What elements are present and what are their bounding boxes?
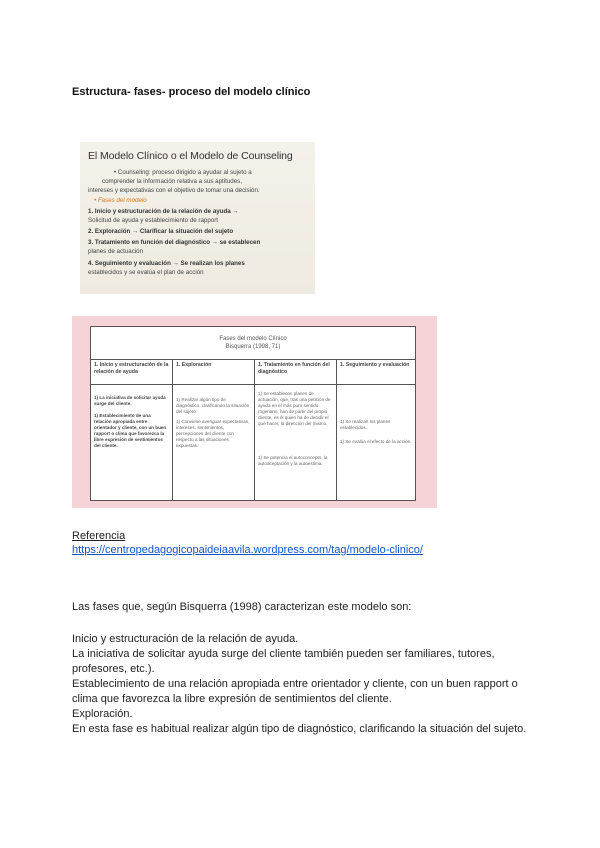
column-heading: 1. Exploración xyxy=(173,359,254,385)
body-paragraph: Establecimiento de una relación apropiada entre orientador y cliente, con un buen rapport o clima que favorezca la libre expresión de sentimientos del cliente. xyxy=(72,678,518,705)
reference-link[interactable]: https://centropedagogicopaideiaavila.wordpress.com/tag/modelo-clinico/ xyxy=(72,544,423,556)
table-cell: 1) Se evalúa el efecto de la acción. xyxy=(340,439,412,444)
slide-line: 2. Exploración → Clarificar la situación del sujeto xyxy=(88,228,234,235)
phases-table-image xyxy=(72,316,437,508)
table-cell: 1) Realizar algún tipo de diagnóstico, clarificando la situación del sujeto. xyxy=(176,397,250,414)
reference-heading: Referencia xyxy=(72,530,126,542)
table-cell: 1) Conviene averiguar expectativas, intereses, sentimientos, percepciones del cliente con respecto a las situaciones expuestas. xyxy=(176,419,250,448)
slide-line: comprender la información relativa a sus aptitudes, xyxy=(102,178,242,185)
page-title: Estructura- fases- proceso del modelo clínico xyxy=(72,86,311,98)
table-cell: 1) La iniciativa de solicitar ayuda surge del cliente. xyxy=(94,395,166,406)
body-paragraph: En esta fase es habitual realizar algún tipo de diagnóstico, clarificando la situación del sujeto. xyxy=(72,723,527,735)
table-column xyxy=(91,359,173,500)
body-paragraph: Inicio y estructuración de la relación de ayuda. xyxy=(72,633,299,645)
slide-line: • Counseling: proceso dirigido a ayudar al sujeto a xyxy=(114,169,252,176)
column-heading: 1. Seguimiento y evaluación xyxy=(337,359,415,385)
phases-table xyxy=(90,326,416,501)
slide-line: 4. Seguimiento y evaluación → Se realizan los planes xyxy=(88,260,245,267)
column-heading: 1. Inicio y estructuración de la relación de ayuda xyxy=(91,359,172,385)
table-header xyxy=(91,327,415,360)
column-heading: 1. Tratamiento en función del diagnóstico xyxy=(255,359,336,385)
slide-line: intereses y expectativas con el objetivo de tomar una decisión. xyxy=(88,187,260,194)
table-cell: 1) Se potencia el autoconcepto, la autoaceptación y la autoestima. xyxy=(258,455,328,466)
counseling-slide-image xyxy=(80,142,315,294)
body-paragraph: Las fases que, según Bisquerra (1998) caracterizan este modelo son: xyxy=(72,601,412,613)
body-paragraph: Exploración. xyxy=(72,708,133,720)
table-cell: 1) Establecimiento de una relación apropiada entre orientador y cliente, con un buen rapport o clima que favorezca la libre expresión de sentimientos del cliente. xyxy=(94,413,167,448)
body-paragraph: La iniciativa de solicitar ayuda surge del cliente también pueden ser familiares, tutores, profesores, etc.). xyxy=(72,648,495,675)
slide-line: • Fases del modelo xyxy=(94,197,147,204)
table-column xyxy=(255,359,337,500)
table-source: Bisquerra (1998, 71) xyxy=(225,344,281,350)
slide-line: 1. Inicio y estructuración de la relación de ayuda → xyxy=(88,208,239,215)
table-title: Fases del modelo Clínico xyxy=(219,336,287,342)
table-cell: 1) Se establecen planes de actuación, que, tras una petición de ayuda en el más puro sentido rogeriano, han de partir del propio cliente, es él quien ha de decidir el qué hacer, la dirección del mismo. xyxy=(258,391,331,426)
slide-title: El Modelo Clínico o el Modelo de Counseling xyxy=(88,150,293,162)
slide-line: 3. Tratamiento en función del diagnóstico → se establecen xyxy=(88,239,261,246)
table-column xyxy=(173,359,255,500)
slide-line: establecidos y se evalúa el plan de acción xyxy=(88,269,204,276)
table-column xyxy=(337,359,415,500)
table-cell: 1) Se realizan los planes establecidos. xyxy=(340,419,391,430)
slide-line: Solicitud de ayuda y establecimiento de rapport xyxy=(88,217,219,224)
slide-line: planes de actuación xyxy=(88,248,144,255)
